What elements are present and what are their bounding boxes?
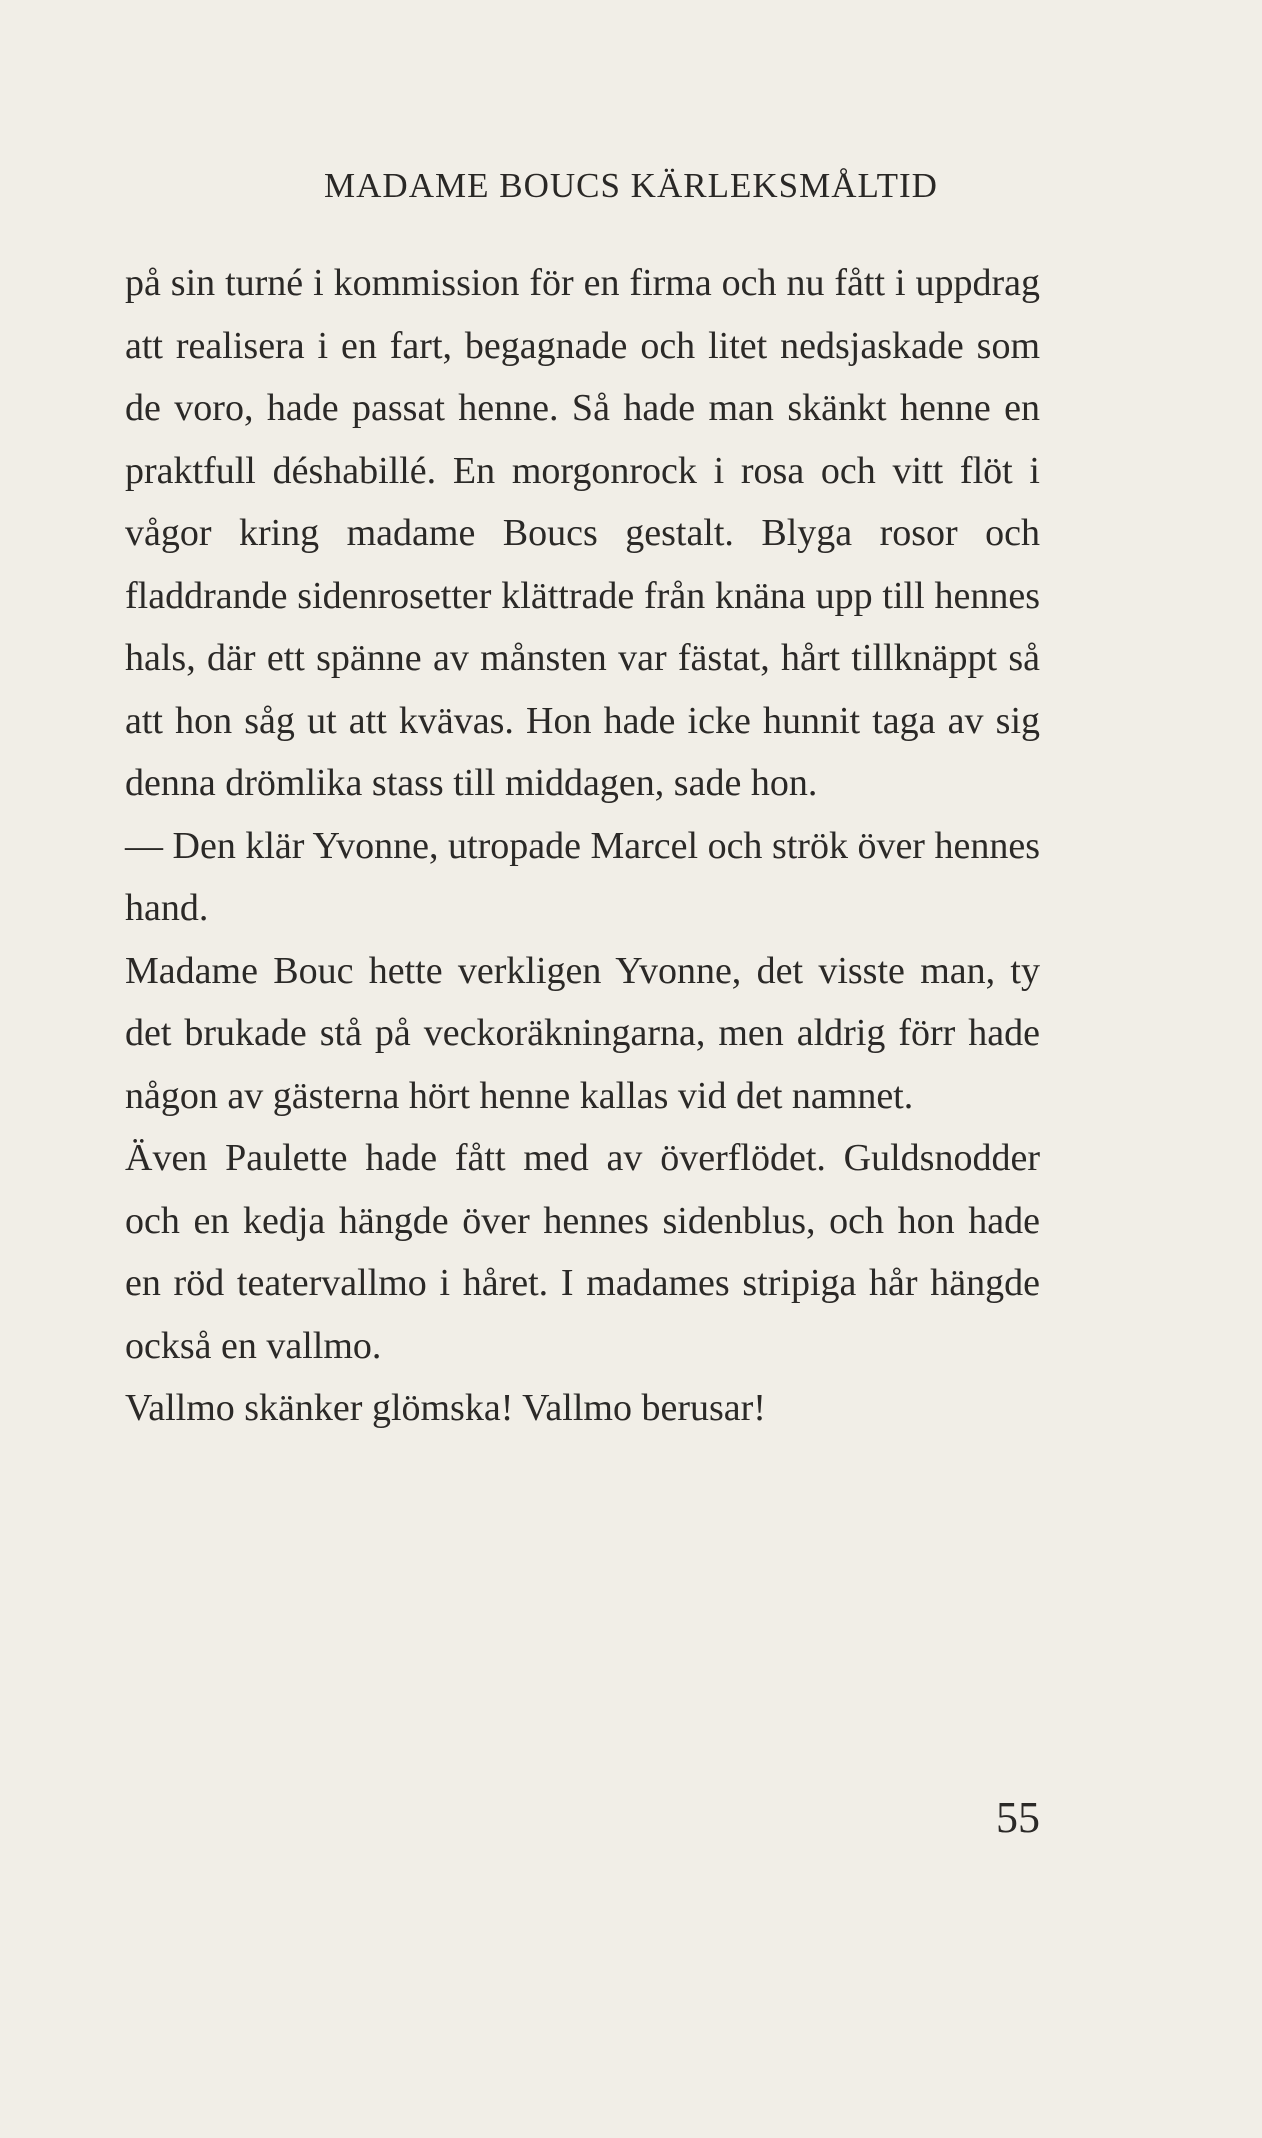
- paragraph-5: Vallmo skänker glömska! Vallmo berusar!: [125, 1387, 766, 1429]
- paragraph-2: — Den klär Yvonne, utropade Marcel och strök över hennes hand.: [125, 824, 1040, 929]
- paragraph-3: Madame Bouc hette verkligen Yvonne, det visste man, ty det brukade stå på veckoräkningarna, men aldrig förr hade någon av gästerna hört henne kallas vid det namnet.: [125, 949, 1040, 1117]
- running-head: MADAME BOUCS KÄRLEKSMÅLTID: [324, 166, 938, 205]
- body-text: [125, 252, 1040, 1440]
- paragraph-1: på sin turné i kommission för en firma och nu fått i uppdrag att realisera i en fart, begagnade och litet nedsjaskade som de voro, hade passat henne. Så hade man skänkt henne en praktfull déshabillé. En morgonrock i rosa och vitt flöt i vågor kring madame Boucs gestalt. Blyga rosor och fladdrande sidenrosetter klättrade från knäna upp till hennes hals, där ett spänne av månsten var fästat, hårt tillknäppt så att hon såg ut att kvävas. Hon hade icke hunnit taga av sig denna drömlika stass till middagen, sade hon.: [125, 262, 1040, 804]
- page-number: 55: [996, 1793, 1040, 1842]
- paragraph-4: Även Paulette hade fått med av överflödet. Guldsnodder och en kedja hängde över hennes sidenblus, och hon hade en röd teatervallmo i håret. I madames stripiga hår hängde också en vallmo.: [125, 1137, 1040, 1367]
